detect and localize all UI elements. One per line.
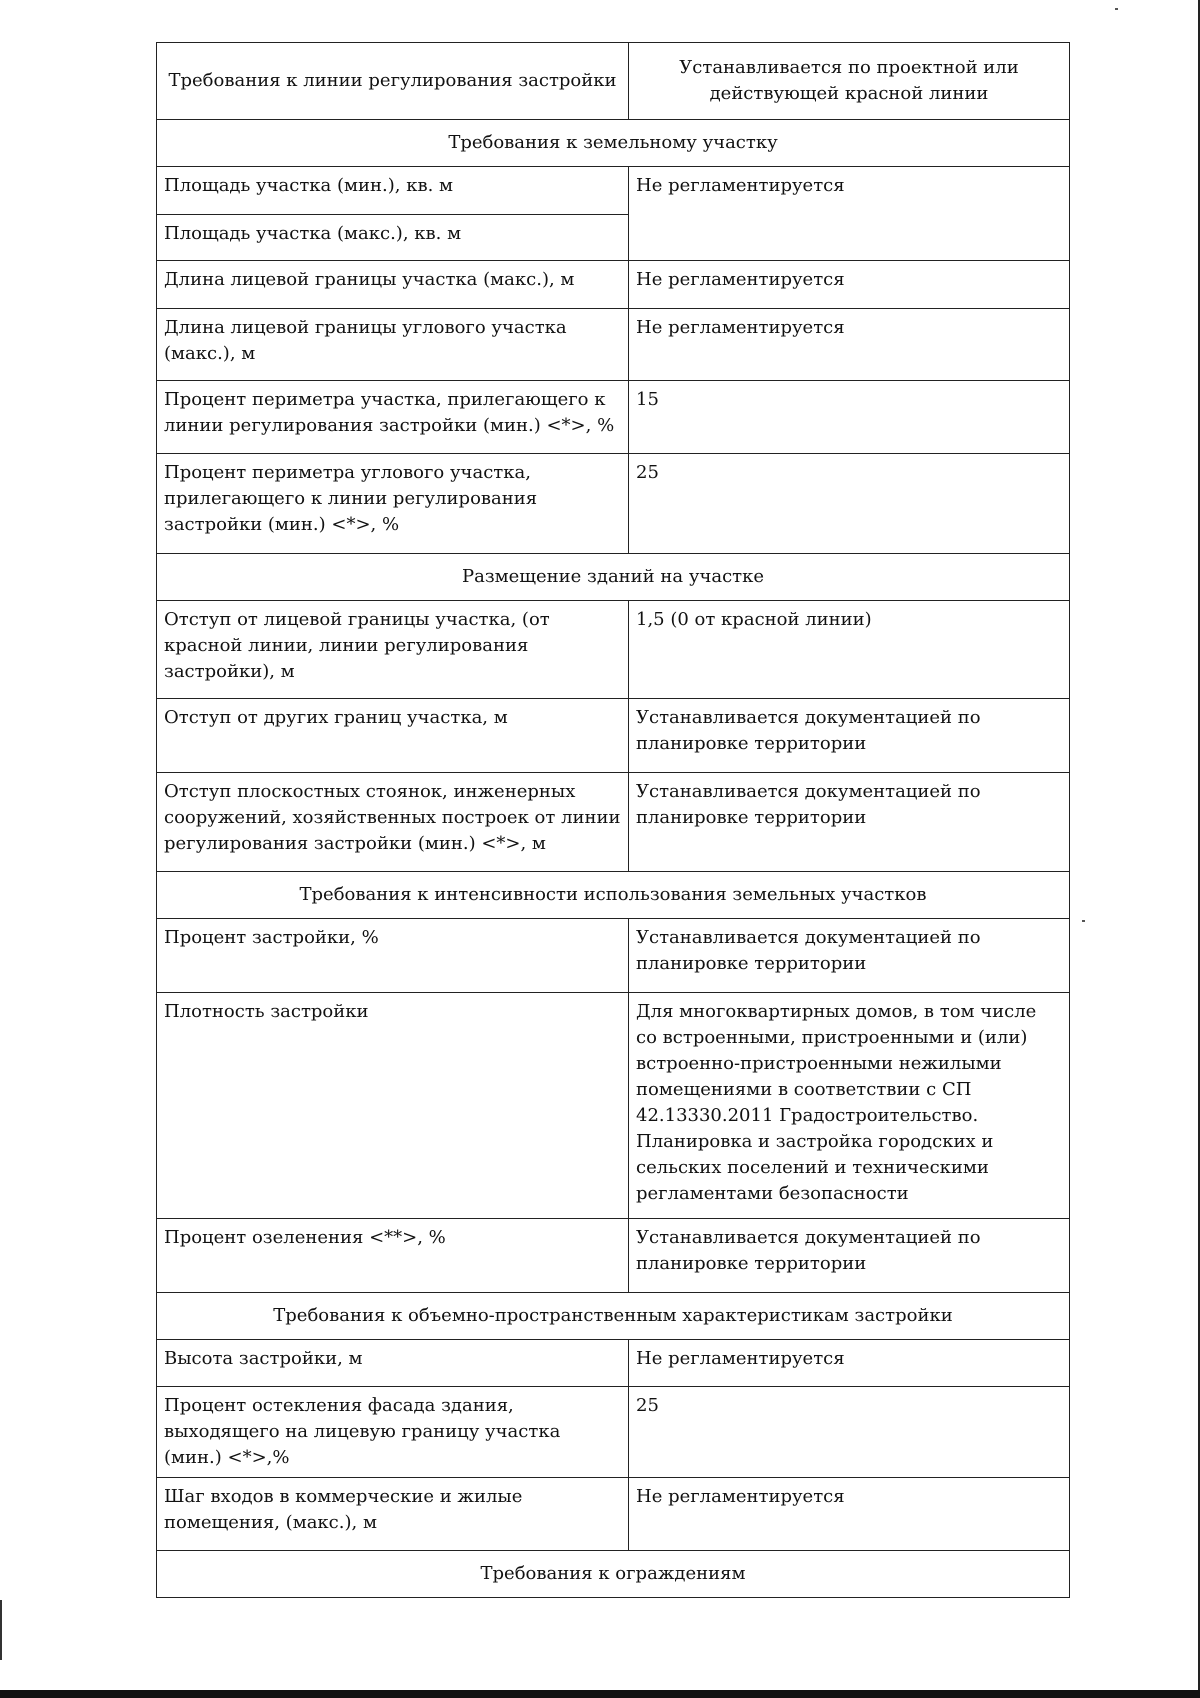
row-label: Шаг входов в коммерческие и жилые помещения, (макс.), м	[157, 1478, 629, 1551]
row-value: Устанавливается документацией по планировке территории	[629, 773, 1070, 872]
section-title: Требования к земельному участку	[157, 120, 1070, 167]
table-row	[157, 454, 1070, 554]
row-value: Не регламентируется	[629, 1478, 1070, 1551]
table-row	[157, 167, 1070, 215]
row-label: Процент озеленения <**>, %	[157, 1219, 629, 1293]
row-value: 25	[629, 1387, 1070, 1478]
header-left-cell: Требования к линии регулирования застройки	[157, 43, 629, 120]
row-label: Отступ от лицевой границы участка, (от красной линии, линии регулирования застройки), м	[157, 601, 629, 699]
table-row	[157, 309, 1070, 381]
table-row	[157, 261, 1070, 309]
table-row	[157, 1219, 1070, 1293]
section-title: Размещение зданий на участке	[157, 554, 1070, 601]
row-label: Площадь участка (макс.), кв. м	[157, 215, 629, 261]
section-title-row	[157, 120, 1070, 167]
table-row	[157, 43, 1070, 120]
table-row	[157, 1387, 1070, 1478]
row-value: Не регламентируется	[629, 167, 1070, 261]
table-row	[157, 1478, 1070, 1551]
section-title: Требования к интенсивности использования земельных участков	[157, 872, 1070, 919]
table-row	[157, 1340, 1070, 1387]
row-label: Процент периметра участка, прилегающего к линии регулирования застройки (мин.) <*>, %	[157, 381, 629, 454]
row-label: Площадь участка (мин.), кв. м	[157, 167, 629, 215]
row-label: Процент остекления фасада здания, выходящего на лицевую границу участка (мин.) <*>,%	[157, 1387, 629, 1478]
table-row	[157, 601, 1070, 699]
row-label: Отступ плоскостных стоянок, инженерных сооружений, хозяйственных построек от линии регулирования застройки (мин.) <*>, м	[157, 773, 629, 872]
regulations-table	[156, 42, 1070, 1598]
row-label: Отступ от других границ участка, м	[157, 699, 629, 773]
section-title-row	[157, 1293, 1070, 1340]
table-row	[157, 699, 1070, 773]
row-label: Длина лицевой границы углового участка (макс.), м	[157, 309, 629, 381]
scan-speck	[1082, 920, 1085, 922]
section-title-row	[157, 872, 1070, 919]
table-row	[157, 381, 1070, 454]
row-value: 25	[629, 454, 1070, 554]
row-value: Устанавливается документацией по планировке территории	[629, 919, 1070, 993]
scan-edge-left	[0, 1600, 2, 1660]
table-row	[157, 993, 1070, 1219]
row-label: Высота застройки, м	[157, 1340, 629, 1387]
scan-edge-bottom	[0, 1690, 1200, 1698]
row-value: 15	[629, 381, 1070, 454]
table-row	[157, 773, 1070, 872]
row-label: Процент застройки, %	[157, 919, 629, 993]
row-label: Длина лицевой границы участка (макс.), м	[157, 261, 629, 309]
row-label: Плотность застройки	[157, 993, 629, 1219]
row-value: 1,5 (0 от красной линии)	[629, 601, 1070, 699]
row-value: Для многоквартирных домов, в том числе со встроенными, пристроенными и (или) встроенно-пристроенными нежилыми помещениями в соответствии с СП 42.13330.2011 Градостроительство. Планировка и застройка городских и сельских поселений и техническими регламентами безопасности	[629, 993, 1070, 1219]
table-row	[157, 919, 1070, 993]
row-value: Устанавливается документацией по планировке территории	[629, 1219, 1070, 1293]
section-title-row	[157, 554, 1070, 601]
section-title: Требования к объемно-пространственным характеристикам застройки	[157, 1293, 1070, 1340]
row-value: Не регламентируется	[629, 261, 1070, 309]
row-value: Не регламентируется	[629, 309, 1070, 381]
section-title: Требования к ограждениям	[157, 1551, 1070, 1598]
scan-speck	[1115, 8, 1118, 10]
row-value: Не регламентируется	[629, 1340, 1070, 1387]
header-right-cell: Устанавливается по проектной или действующей красной линии	[629, 43, 1070, 120]
row-value: Устанавливается документацией по планировке территории	[629, 699, 1070, 773]
section-title-row	[157, 1551, 1070, 1598]
row-label: Процент периметра углового участка, прилегающего к линии регулирования застройки (мин.) <*>, %	[157, 454, 629, 554]
